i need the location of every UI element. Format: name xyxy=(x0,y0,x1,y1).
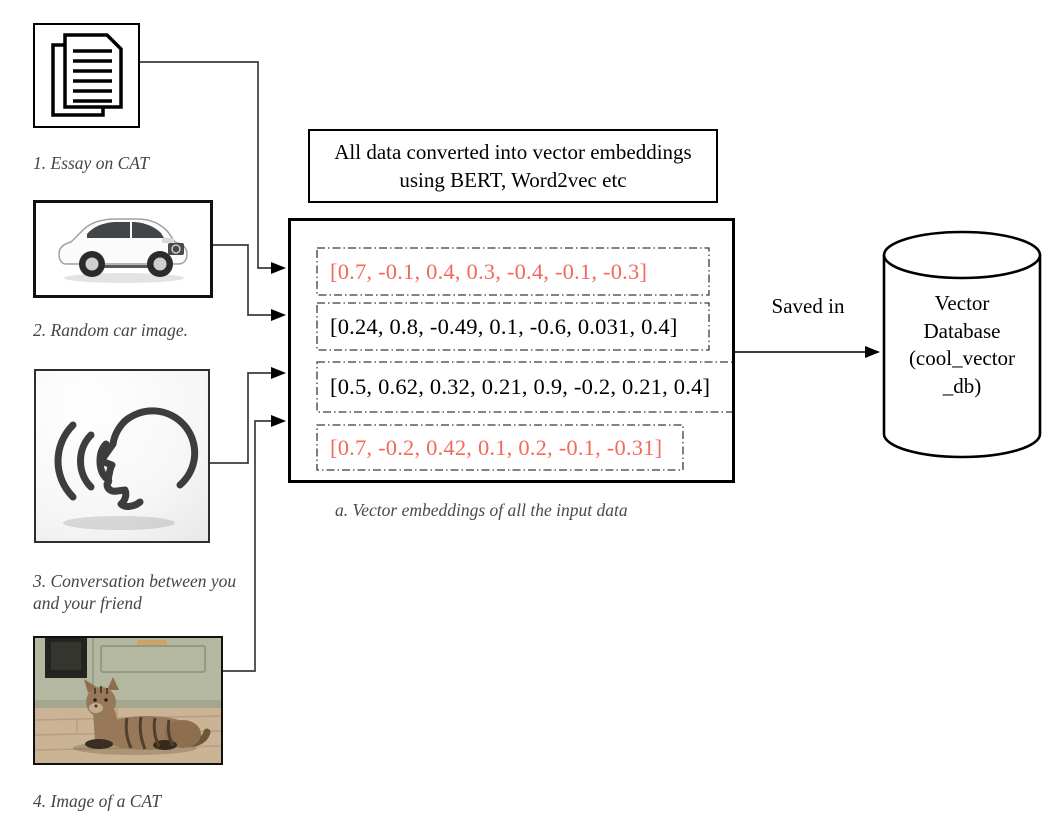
embedding-row: [0.7, -0.2, 0.42, 0.1, 0.2, -0.1, -0.31] xyxy=(330,434,663,460)
database-label-line: Database xyxy=(923,318,1001,343)
process-description-text: All data converted into vector embeddings using BERT, Word2vec etc xyxy=(334,139,692,192)
input-label-cat: 4. Image of a CAT xyxy=(33,791,162,811)
embedding-row: [0.24, 0.8, -0.49, 0.1, -0.6, 0.031, 0.4] xyxy=(330,313,678,339)
embeddings-caption: a. Vector embeddings of all the input data xyxy=(335,500,628,520)
document-pages-icon xyxy=(47,33,127,119)
speaking-head-icon xyxy=(37,373,207,539)
cat-illustration xyxy=(35,638,221,763)
connector-cat-to-embeddings xyxy=(223,421,284,671)
connector-car-to-embeddings xyxy=(213,245,284,315)
cat-photo xyxy=(33,636,223,765)
saved-in-label: Saved in xyxy=(771,294,845,318)
database-label-line: Vector xyxy=(934,291,990,315)
database-label-line: _db) xyxy=(942,374,982,399)
input-label-conversation: 3. Conversation between you and your friend xyxy=(33,571,237,613)
embedding-row: [0.5, 0.62, 0.32, 0.21, 0.9, -0.2, 0.21, 0.4] xyxy=(330,374,711,399)
car-photo xyxy=(33,200,213,298)
connector-conversation-to-embeddings xyxy=(210,373,284,463)
database-label-line: (cool_vector xyxy=(908,346,1016,371)
input-label-car: 2. Random car image. xyxy=(33,320,189,340)
embedding-row: [0.7, -0.1, 0.4, 0.3, -0.4, -0.1, -0.3] xyxy=(330,258,648,284)
conversation-thumbnail xyxy=(34,369,210,543)
process-description-box xyxy=(308,129,718,203)
database-label xyxy=(890,290,1034,401)
essay-document-thumbnail xyxy=(33,23,140,128)
car-illustration xyxy=(36,203,210,295)
input-label-essay: 1. Essay on CAT xyxy=(33,153,150,173)
